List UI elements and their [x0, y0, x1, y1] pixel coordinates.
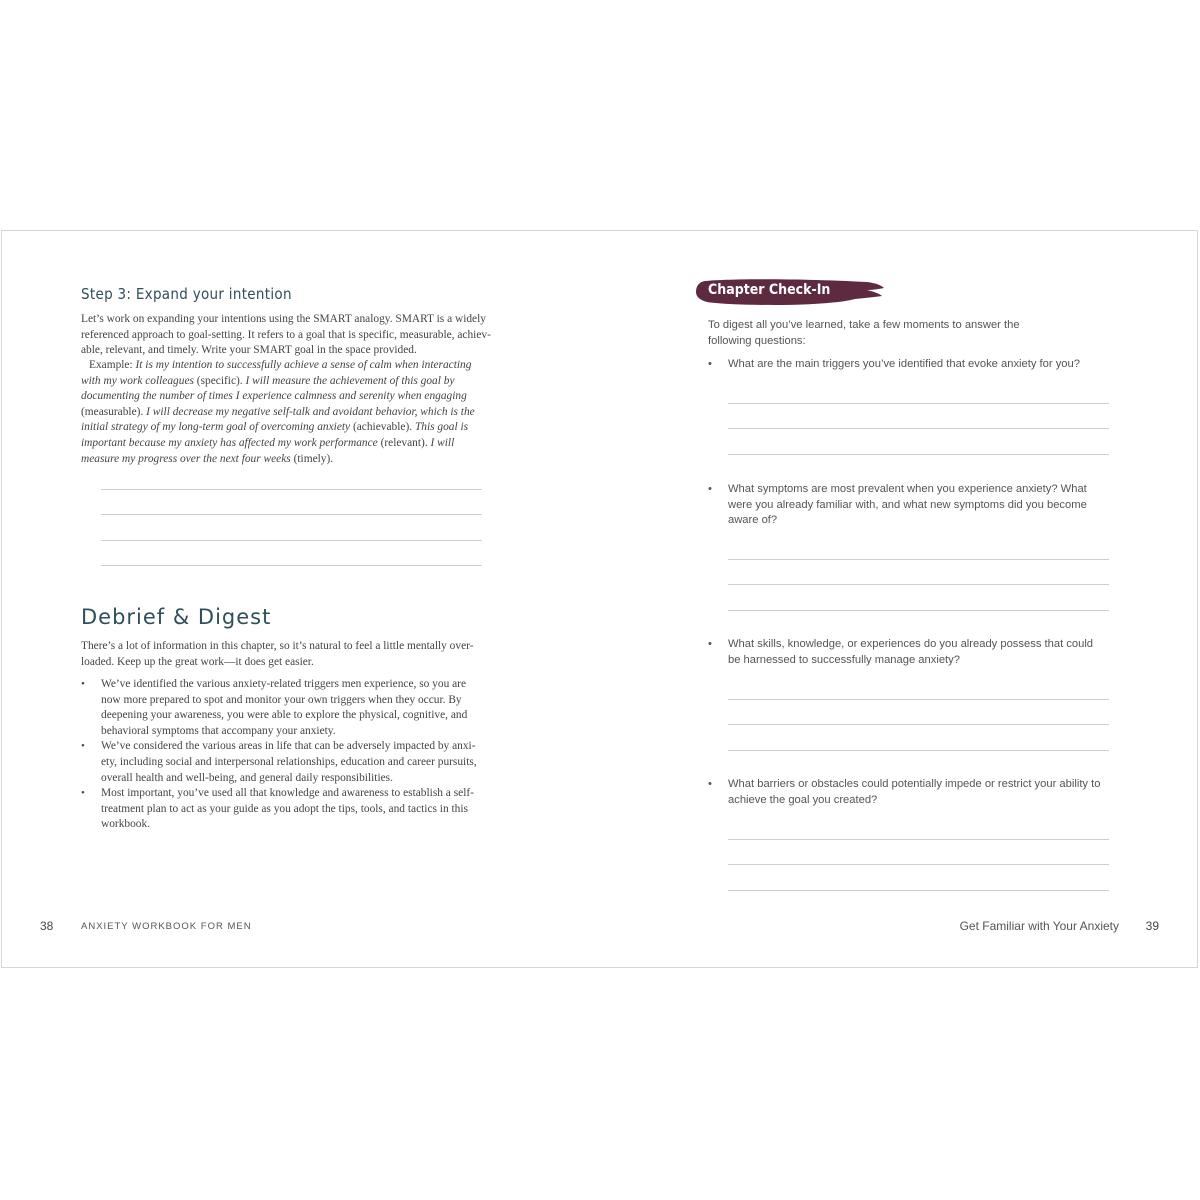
question-text: What are the main triggers you’ve identified that evoke anxiety for you? [728, 358, 1080, 370]
check-in-question [708, 777, 1103, 808]
page-number-left: 38 [40, 919, 54, 933]
check-in-intro: To digest all you’ve learned, take a few moments to answer the following questions: [708, 319, 1020, 347]
answer-line[interactable] [728, 585, 1109, 611]
check-in-question [708, 637, 1103, 668]
example-lead: Example: [89, 359, 136, 371]
bullet-icon: • [708, 483, 712, 495]
answer-line[interactable] [728, 865, 1109, 891]
step-heading: Step 3: Expand your intention [81, 285, 292, 303]
debrief-intro-paragraph: There’s a lot of information in this chapter, so it’s natural to feel a little mentally over- loaded. Keep up the great work—it does get easier. [81, 640, 474, 668]
debrief-bullet: • Most important, you’ve used all that knowledge and awareness to establish a self-treatment plan to act as your guide as you adopt the tips, tools, and tactics in this workbook. [81, 786, 481, 833]
answer-line[interactable] [728, 429, 1109, 455]
tag-measurable: (measurable). [81, 405, 147, 418]
tag-timely: (timely). [290, 452, 334, 465]
question-text: What skills, knowledge, or experiences do you already possess that could be harnessed to successfully manage anxiety? [728, 638, 1094, 666]
example-achievable: I will decrease my negative self-talk and avoidant behavior, which is the initial strategy of my long-term goal of overcoming anxiety [81, 405, 475, 434]
example-measurable: I will measure the achievement of this goal by documenting the number of times I experience calmness and serenity when engaging [81, 374, 467, 403]
debrief-bullet: • We’ve identified the various anxiety-related triggers men experience, so you are now more prepared to spot and monitor your own triggers when they occur. By deepening your awareness, you were able to explore the physical, cognitive, and behavioral symptoms that accompany your anxiety. [81, 677, 481, 739]
bullet-icon: • [708, 778, 712, 790]
answer-line[interactable] [728, 560, 1109, 586]
answer-line[interactable] [728, 674, 1109, 700]
answer-line[interactable] [728, 725, 1109, 751]
book-spread [1, 230, 1198, 968]
writing-line[interactable] [101, 515, 482, 541]
running-book-title: ANXIETY WORKBOOK FOR MEN [81, 921, 252, 932]
tag-specific: (specific). [193, 374, 246, 387]
answer-line[interactable] [728, 814, 1109, 840]
answer-line[interactable] [728, 534, 1109, 560]
debrief-bullet: • We’ve considered the various areas in life that can be adversely impacted by anxi- ety, including social and interpersonal relationships, education and career pursuits, overall health and well-being, and general daily responsibilities. [81, 739, 481, 786]
smart-example-paragraph [81, 358, 491, 467]
bullet-icon: • [708, 638, 712, 650]
check-in-question [708, 357, 1103, 373]
writing-line[interactable] [101, 490, 482, 516]
tag-achievable: (achievable). [350, 421, 415, 434]
answer-area[interactable] [728, 674, 1109, 751]
bullet-icon: • [708, 358, 712, 370]
answer-line[interactable] [728, 378, 1109, 404]
chapter-check-in-label: Chapter Check-In [708, 282, 831, 298]
check-in-question [708, 482, 1103, 529]
example-relevant: This goal is important because my anxiety has affected my work performance [81, 421, 469, 449]
example-specific: It is my intention to successfully achieve a sense of calm when interacting with my work colleagues [81, 359, 472, 387]
running-chapter-title: Get Familiar with Your Anxiety [959, 919, 1119, 933]
page-number-right: 39 [1145, 919, 1159, 933]
example-timely: I will measure my progress over the next four weeks [81, 436, 455, 465]
writing-line[interactable] [101, 464, 482, 490]
answer-area[interactable] [728, 378, 1109, 455]
answer-line[interactable] [728, 700, 1109, 726]
debrief-bullet-list [81, 677, 481, 833]
answer-line[interactable] [728, 404, 1109, 430]
tag-relevant: (relevant). [377, 436, 431, 449]
smart-intro-paragraph: Let’s work on expanding your intentions using the SMART analogy. SMART is a widely referenced approach to goal-setting. It refers to a goal that is specific, measurable, achiev- able, relevant, and timely. Write your SMART goal in the space provided. [81, 313, 491, 357]
answer-area[interactable] [728, 814, 1109, 891]
question-text: What symptoms are most prevalent when you experience anxiety? What were you already familiar with, and what new symptoms did you become aware of? [728, 483, 1087, 526]
answer-area[interactable] [728, 534, 1109, 611]
question-text: What barriers or obstacles could potentially impede or restrict your ability to achieve the goal you created? [728, 778, 1101, 806]
debrief-heading: Debrief & Digest [81, 605, 272, 629]
answer-line[interactable] [728, 840, 1109, 866]
smart-goal-writing-area[interactable] [101, 464, 482, 566]
writing-line[interactable] [101, 541, 482, 567]
